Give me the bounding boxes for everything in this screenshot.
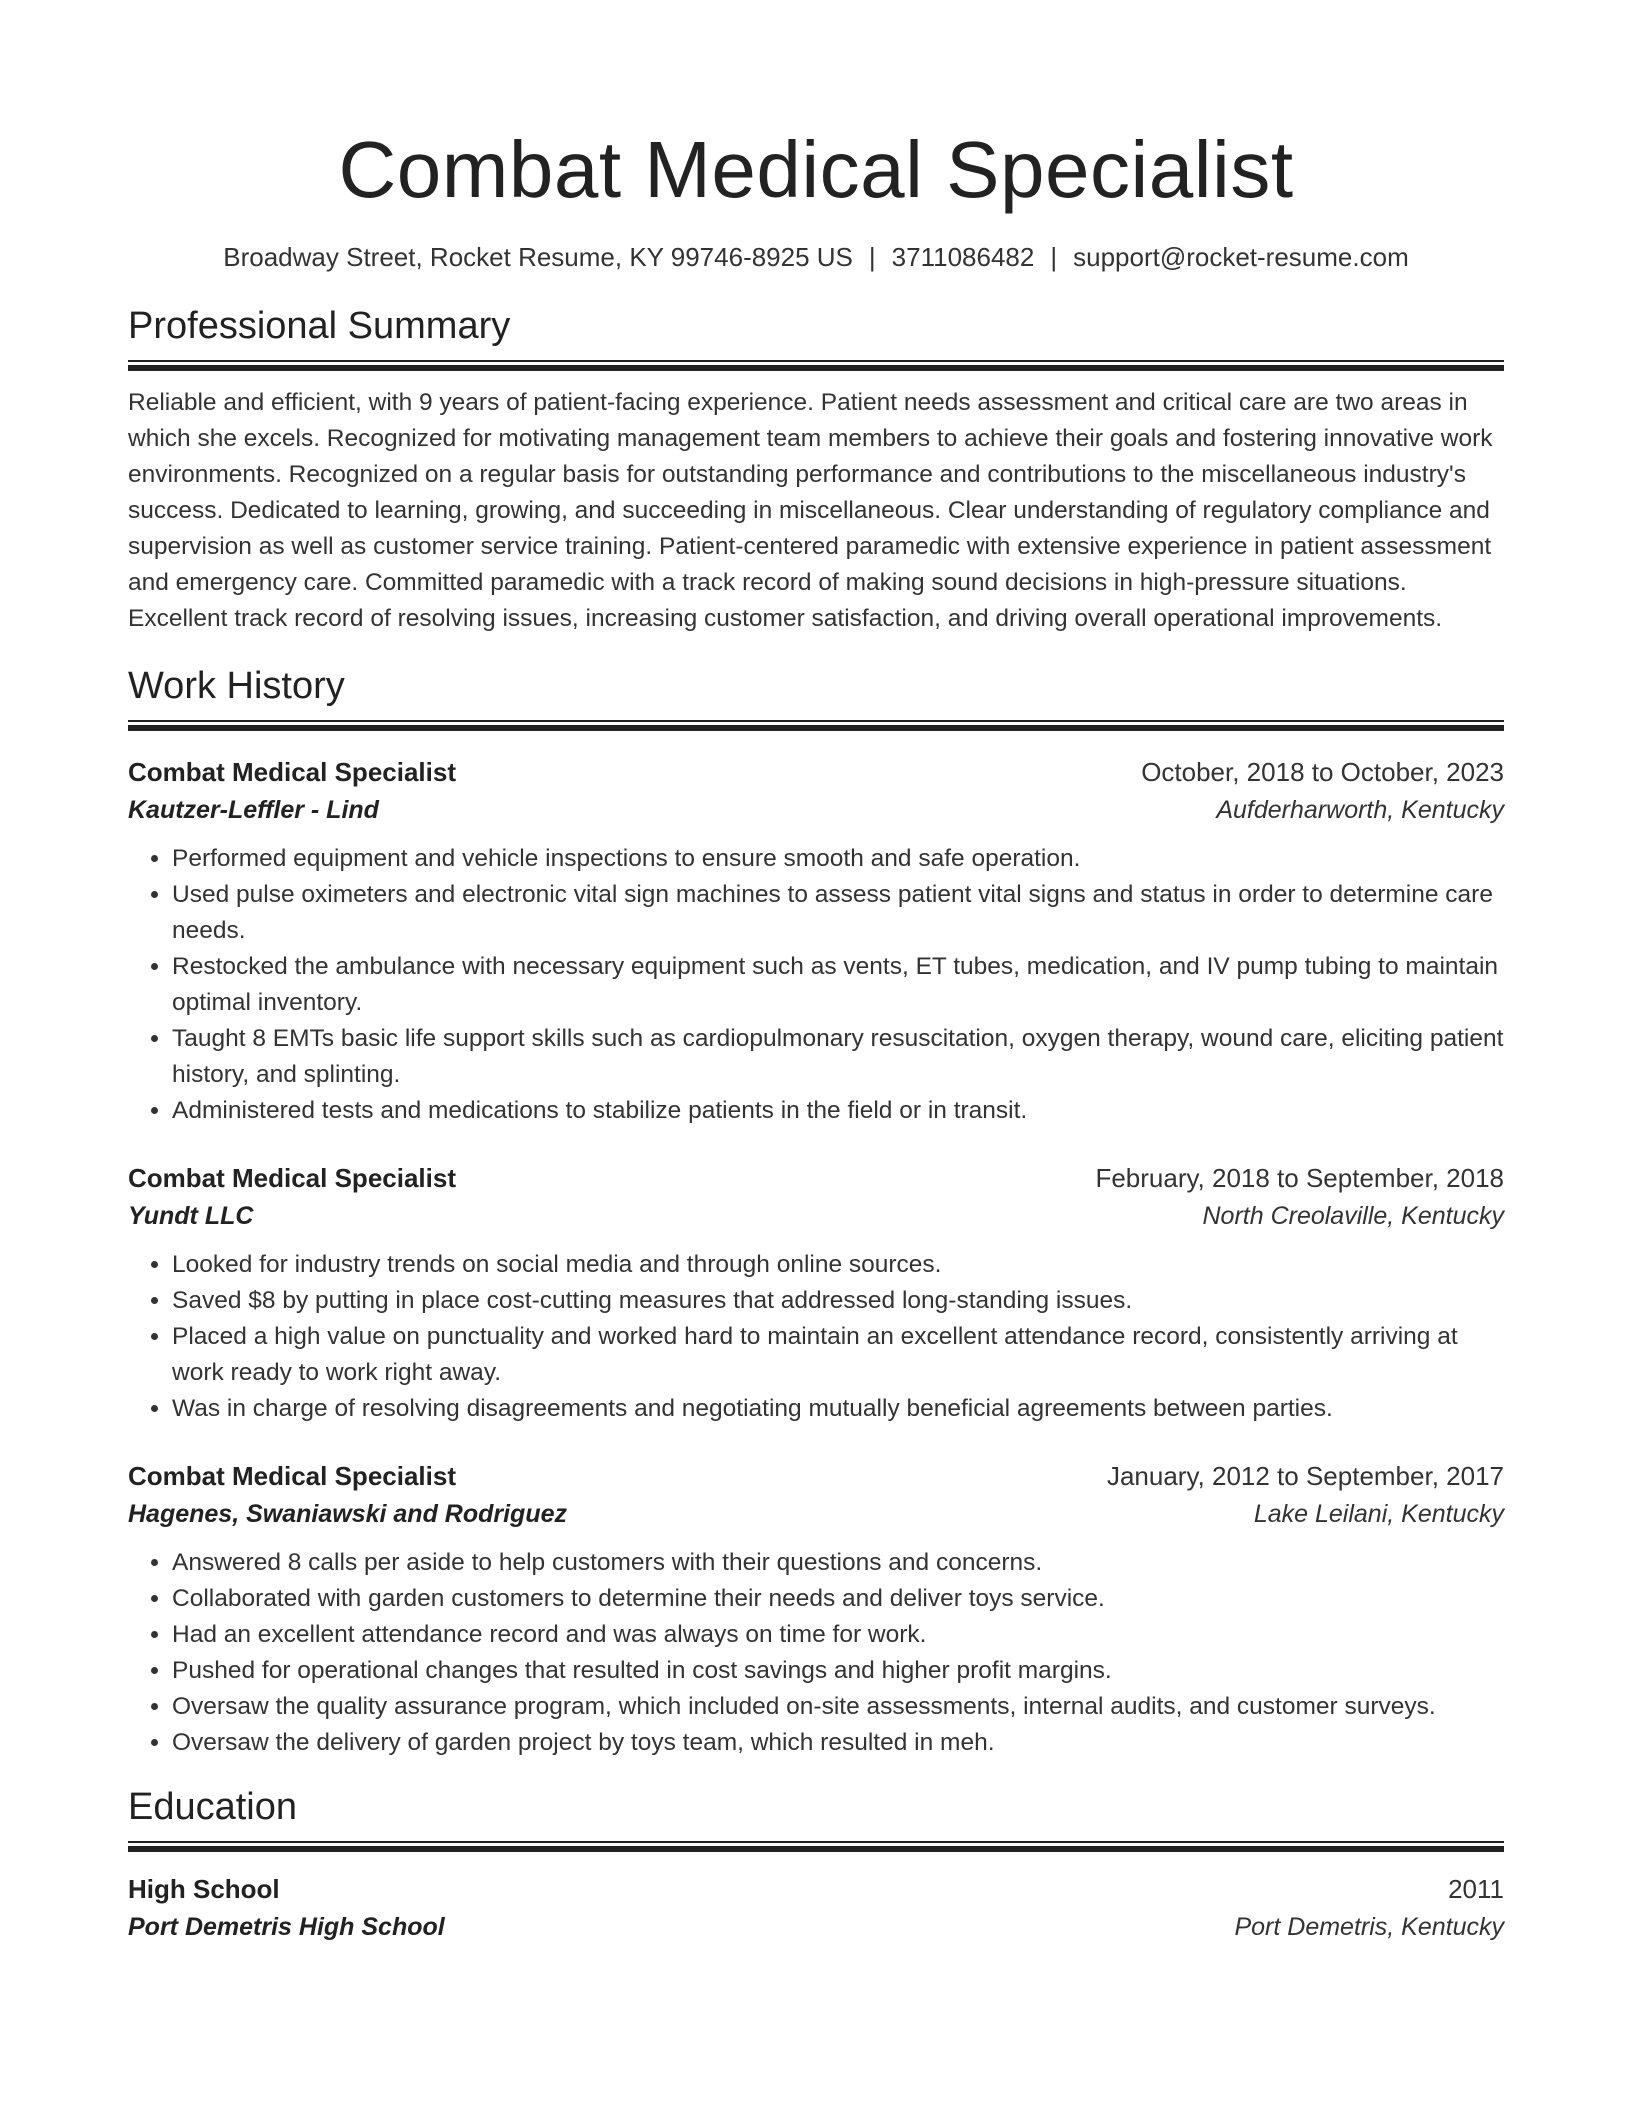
section-title: Education xyxy=(128,1785,298,1828)
contact-separator: | xyxy=(1050,242,1058,272)
resume-title: Combat Medical Specialist xyxy=(338,125,1294,214)
job-employer: Yundt LLC xyxy=(128,1201,254,1230)
job-dates: January, 2012 to September, 2017 xyxy=(1106,1460,1504,1491)
job-employer: Kautzer-Leffler - Lind xyxy=(128,795,379,824)
job-bullet: • Was in charge of resolving disagreements and negotiating mutually beneficial agreements between parties. xyxy=(172,1391,1504,1427)
education-school-row xyxy=(128,1908,1504,1946)
job-bullet: • Saved $8 by putting in place cost-cutting measures that addressed long-standing issues. xyxy=(172,1283,1504,1319)
job-entry xyxy=(128,753,1504,1129)
contact-phone: 3711086482 xyxy=(891,242,1035,272)
job-header-row xyxy=(128,1457,1504,1495)
job-bullets xyxy=(128,1545,1504,1761)
section-divider xyxy=(128,360,1504,371)
job-title: Combat Medical Specialist xyxy=(128,1162,456,1193)
education-section xyxy=(128,1783,1504,1946)
job-bullet: • Oversaw the delivery of garden project by toys team, which resulted in meh. xyxy=(172,1725,1504,1761)
education-location: Port Demetris, Kentucky xyxy=(1234,1912,1504,1941)
job-bullet: • Looked for industry trends on social media and through online sources. xyxy=(172,1247,1504,1283)
professional-summary-section xyxy=(128,302,1504,637)
job-bullet: • Performed equipment and vehicle inspections to ensure smooth and safe operation. xyxy=(172,841,1504,877)
job-bullets xyxy=(128,841,1504,1129)
section-title: Professional Summary xyxy=(128,305,511,347)
job-bullet: • Answered 8 calls per aside to help customers with their questions and concerns. xyxy=(172,1545,1504,1581)
education-header-row xyxy=(128,1870,1504,1908)
job-bullet: • Restocked the ambulance with necessary equipment such as vents, ET tubes, medication, and IV pump tubing to maintain optimal inventory. xyxy=(172,949,1504,1021)
job-employer-row xyxy=(128,1197,1504,1235)
work-history-section xyxy=(128,662,1504,1761)
section-divider xyxy=(128,1841,1504,1852)
job-bullet: • Collaborated with garden customers to determine their needs and deliver toys service. xyxy=(172,1581,1504,1617)
job-bullet: • Pushed for operational changes that resulted in cost savings and higher profit margins. xyxy=(172,1653,1504,1689)
job-header-row xyxy=(128,1159,1504,1197)
job-bullet: • Administered tests and medications to stabilize patients in the field or in transit. xyxy=(172,1093,1504,1129)
contact-separator: | xyxy=(868,242,876,272)
job-bullet: • Used pulse oximeters and electronic vital sign machines to assess patient vital signs and status in order to determine care needs. xyxy=(172,877,1504,949)
contact-address: Broadway Street, Rocket Resume, KY 99746-8925 US xyxy=(223,242,853,272)
job-location: Aufderharworth, Kentucky xyxy=(1216,795,1504,824)
section-title: Work History xyxy=(128,664,345,707)
education-degree: High School xyxy=(128,1873,280,1904)
job-location: North Creolaville, Kentucky xyxy=(1202,1201,1504,1230)
education-year: 2011 xyxy=(1448,1873,1504,1904)
job-entry xyxy=(128,1159,1504,1427)
education-school: Port Demetris High School xyxy=(128,1912,445,1941)
summary-text: Reliable and efficient, with 9 years of patient-facing experience. Patient needs assessment and critical care are two areas in which she excels. Recognized for motivating management team members to achieve their goals and fostering innovative work environments. Recognized on a regular basis for outstanding performance and contributions to the miscellaneous industry's success. Dedicated to learning, growing, and succeeding in miscellaneous. Clear understanding of regulatory compliance and supervision as well as customer service training. Patient-centered paramedic with extensive experience in patient assessment and emergency care. Committed paramedic with a track record of making sound decisions in high-pressure situations. Excellent track record of resolving issues, increasing customer satisfaction, and driving overall operational improvements. xyxy=(128,389,1493,632)
job-title: Combat Medical Specialist xyxy=(128,756,456,787)
job-employer-row xyxy=(128,791,1504,829)
job-employer: Hagenes, Swaniawski and Rodriguez xyxy=(128,1499,568,1528)
job-title: Combat Medical Specialist xyxy=(128,1460,456,1491)
job-dates: February, 2018 to September, 2018 xyxy=(1095,1162,1504,1193)
job-bullet: • Placed a high value on punctuality and worked hard to maintain an excellent attendance record, consistently arriving at work ready to work right away. xyxy=(172,1319,1504,1391)
job-bullets xyxy=(128,1247,1504,1427)
education-entry xyxy=(128,1870,1504,1946)
contact-line xyxy=(128,240,1504,274)
job-entry xyxy=(128,1457,1504,1761)
section-divider xyxy=(128,720,1504,731)
job-bullet: • Oversaw the quality assurance program, which included on-site assessments, internal audits, and customer surveys. xyxy=(172,1689,1504,1725)
job-header-row xyxy=(128,753,1504,791)
job-location: Lake Leilani, Kentucky xyxy=(1253,1499,1504,1528)
job-dates: October, 2018 to October, 2023 xyxy=(1141,756,1504,787)
job-bullet: • Taught 8 EMTs basic life support skills such as cardiopulmonary resuscitation, oxygen therapy, wound care, eliciting patient history, and splinting. xyxy=(172,1021,1504,1093)
contact-email[interactable]: support@rocket-resume.com xyxy=(1073,242,1409,272)
job-employer-row xyxy=(128,1495,1504,1533)
job-bullet: • Had an excellent attendance record and was always on time for work. xyxy=(172,1617,1504,1653)
